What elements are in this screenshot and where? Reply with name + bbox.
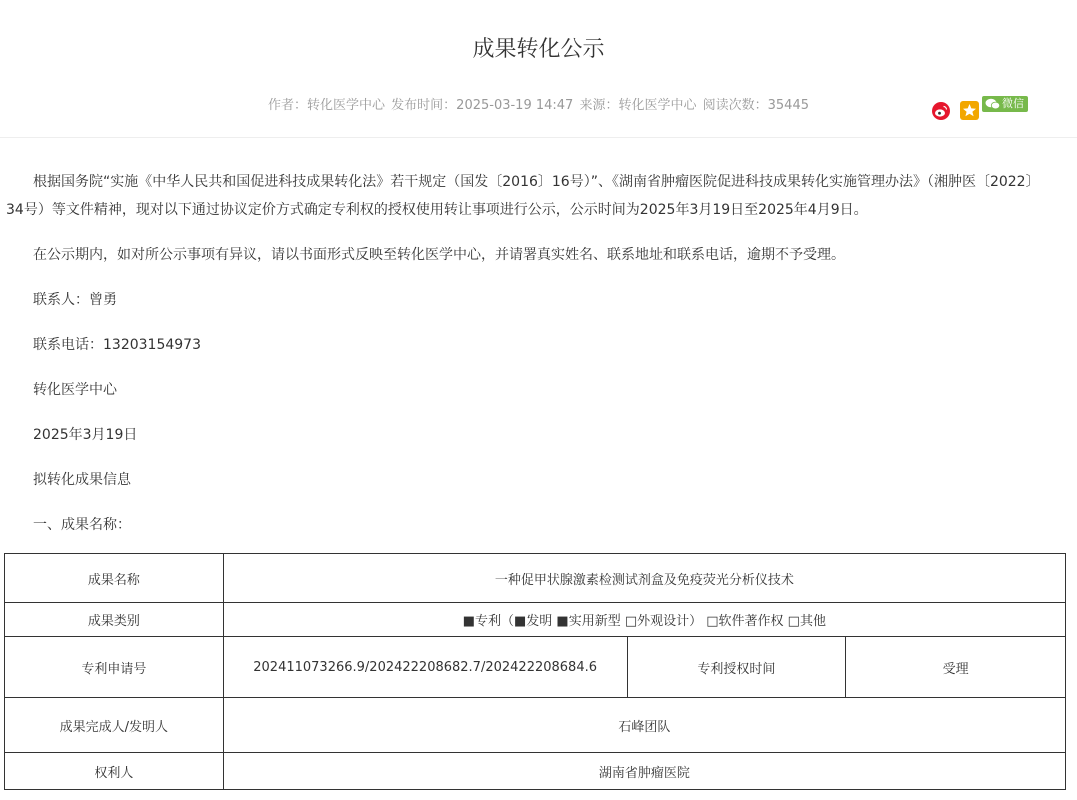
table-row [5, 603, 1066, 637]
table-row [5, 698, 1066, 753]
meta-publish-time: 发布时间：2025-03-19 14:47 [391, 98, 574, 113]
paragraph-objection: 在公示期内，如对所公示事项有异议，请以书面形式反映至转化医学中心，并请署真实姓名、联系地址和联系电话，逾期不予受理。 [33, 247, 845, 263]
section-heading: 拟转化成果信息 [33, 472, 131, 488]
owner-value: 湖南省肿瘤医院 [223, 753, 1065, 790]
table-row [5, 637, 1066, 698]
meta-author: 作者：转化医学中心 [268, 98, 386, 113]
article-meta [0, 96, 1077, 116]
page-title: 成果转化公示 [472, 37, 605, 62]
paragraph-basis: 根据国务院“实施《中华人民共和国促进科技成果转化法》若干规定（国发〔2016〕16号）”、《湖南省肿瘤医院促进科技成果转化实施管理办法》（湘肿医〔2022〕34号）等文件精神，现对以下通过协议定价方式确定专利权的授权使用转让事项进行公示，公示时间为2025年3月19日至2025年4月9日。 [6, 174, 1033, 218]
name-label: 成果名称 [5, 554, 224, 603]
patent-no-label: 专利申请号 [5, 637, 224, 698]
weibo-icon[interactable] [932, 102, 950, 120]
meta-views: 阅读次数：35445 [702, 98, 809, 113]
category-value: ■专利（■发明 ■实用新型 □外观设计） □软件著作权 □其他 [223, 603, 1065, 637]
achievement-info-table [4, 553, 1066, 790]
subsection-heading: 一、成果名称： [33, 517, 131, 533]
article-body [6, 168, 1036, 556]
grant-time-value: 受理 [846, 637, 1066, 698]
grant-time-label: 专利授权时间 [627, 637, 846, 698]
table-row [5, 554, 1066, 603]
table-row [5, 753, 1066, 790]
meta-source: 来源：转化医学中心 [579, 98, 697, 113]
wechat-share-button[interactable] [982, 96, 1028, 112]
category-label: 成果类别 [5, 603, 224, 637]
issuing-org: 转化医学中心 [33, 382, 117, 398]
patent-no-value: 202411073266.9/202422208682.7/202422208684.6 [223, 637, 627, 698]
header-divider [0, 137, 1077, 138]
contact-person: 联系人：曾勇 [33, 292, 117, 308]
wechat-icon [985, 98, 1000, 110]
inventor-label: 成果完成人/发明人 [5, 698, 224, 753]
wechat-label: 微信 [1002, 97, 1024, 110]
issue-date: 2025年3月19日 [33, 427, 138, 443]
contact-phone: 联系电话：13203154973 [33, 337, 201, 353]
name-value: 一种促甲状腺激素检测试剂盒及免疫荧光分析仪技术 [223, 554, 1065, 603]
owner-label: 权利人 [5, 753, 224, 790]
inventor-value: 石峰团队 [223, 698, 1065, 753]
qzone-star-icon[interactable] [960, 101, 979, 120]
